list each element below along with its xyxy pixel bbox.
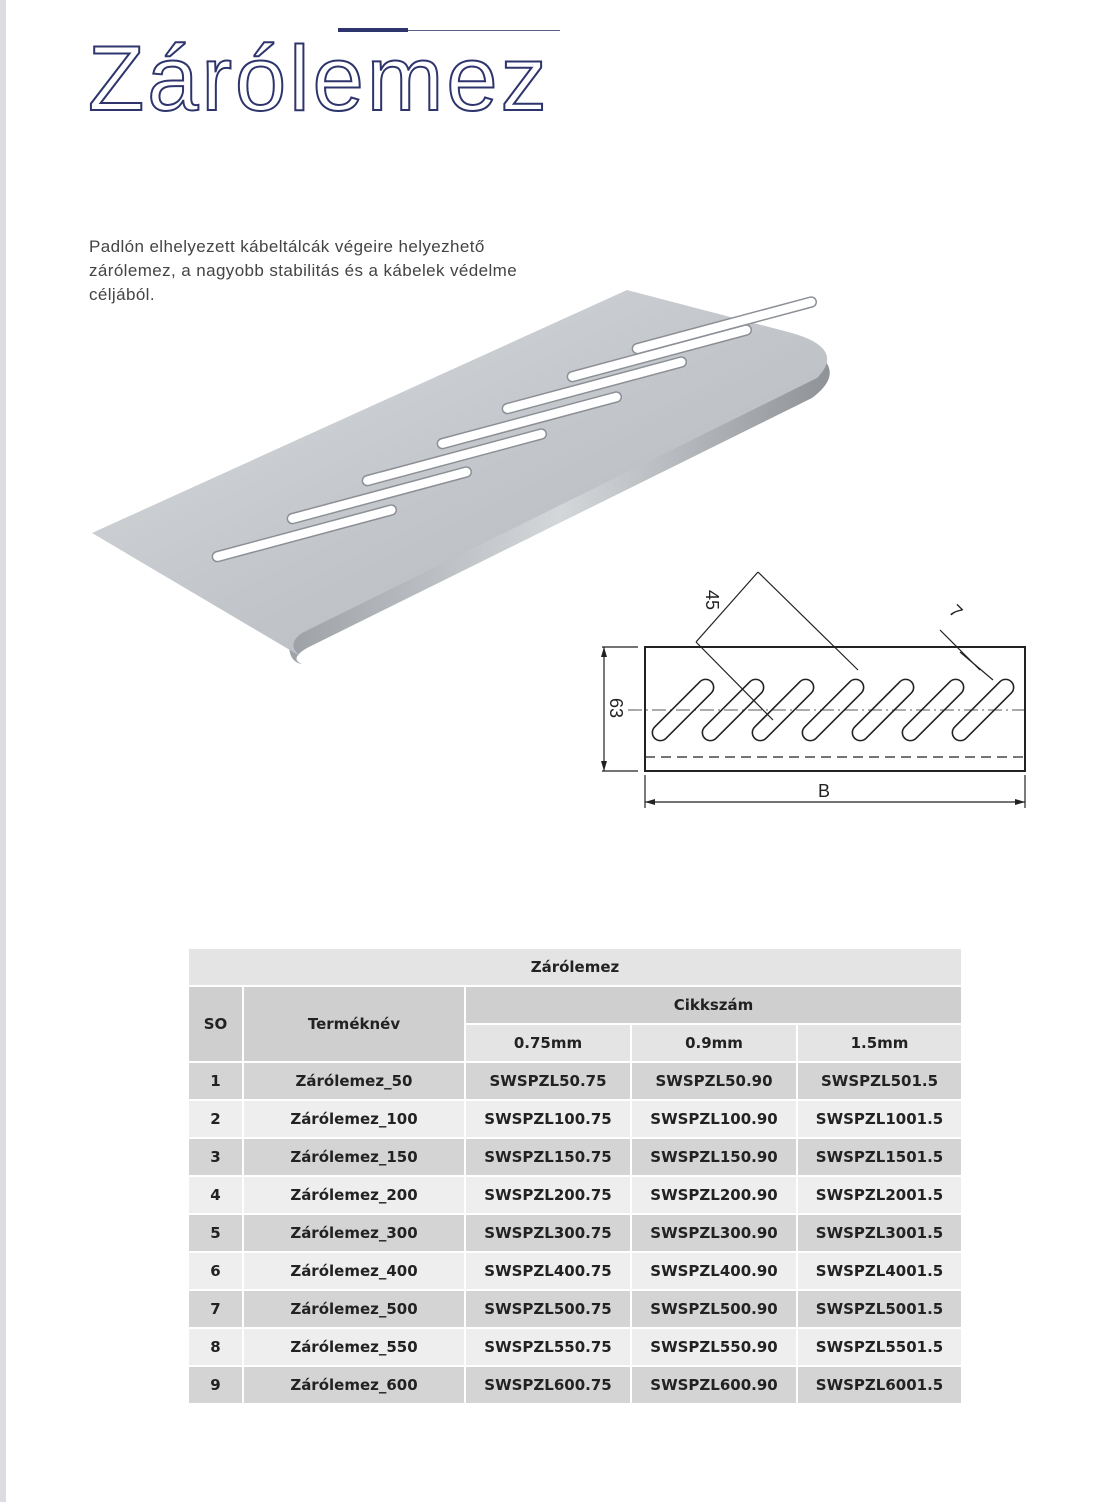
- table-cell-c1: SWSPZL300.75: [465, 1214, 631, 1252]
- table-cell-c1: SWSPZL200.75: [465, 1176, 631, 1214]
- table-cell-so: 1: [188, 1062, 243, 1100]
- table-cell-c1: SWSPZL50.75: [465, 1062, 631, 1100]
- table-cell-c2: SWSPZL150.90: [631, 1138, 797, 1176]
- table-cell-c2: SWSPZL400.90: [631, 1252, 797, 1290]
- technical-drawing: [588, 560, 1038, 830]
- table-cell-c2: SWSPZL600.90: [631, 1366, 797, 1404]
- table-cell-c3: SWSPZL5001.5: [797, 1290, 962, 1328]
- table-cell-c2: SWSPZL300.90: [631, 1214, 797, 1252]
- table-row: [188, 1366, 962, 1404]
- col-name-header: Terméknév: [243, 986, 465, 1062]
- col-so-header: SO: [188, 986, 243, 1062]
- dim-angle-label: 45: [702, 590, 722, 611]
- table-row: [188, 1062, 962, 1100]
- table-cell-so: 3: [188, 1138, 243, 1176]
- table-cell-c1: SWSPZL150.75: [465, 1138, 631, 1176]
- table-row: [188, 1290, 962, 1328]
- table-cell-c1: SWSPZL500.75: [465, 1290, 631, 1328]
- table-cell-so: 9: [188, 1366, 243, 1404]
- page-left-border: [0, 0, 6, 1502]
- table-cell-so: 8: [188, 1328, 243, 1366]
- table-cell-so: 4: [188, 1176, 243, 1214]
- table-row: [188, 1252, 962, 1290]
- table-cell-name: Zárólemez_50: [243, 1062, 465, 1100]
- table-cell-c1: SWSPZL400.75: [465, 1252, 631, 1290]
- table-cell-c2: SWSPZL100.90: [631, 1100, 797, 1138]
- table-cell-c3: SWSPZL5501.5: [797, 1328, 962, 1366]
- table-row: [188, 1100, 962, 1138]
- table-cell-c1: SWSPZL600.75: [465, 1366, 631, 1404]
- table-cell-name: Zárólemez_400: [243, 1252, 465, 1290]
- table-cell-c3: SWSPZL2001.5: [797, 1176, 962, 1214]
- table-cell-c2: SWSPZL500.90: [631, 1290, 797, 1328]
- subcol-header: 0.75mm: [465, 1024, 631, 1062]
- table-cell-so: 7: [188, 1290, 243, 1328]
- table-cell-c2: SWSPZL200.90: [631, 1176, 797, 1214]
- page-title: [86, 26, 606, 126]
- table-row: [188, 1138, 962, 1176]
- table-cell-name: Zárólemez_100: [243, 1100, 465, 1138]
- table-cell-c3: SWSPZL501.5: [797, 1062, 962, 1100]
- table-cell-name: Zárólemez_600: [243, 1366, 465, 1404]
- table-row: [188, 1328, 962, 1366]
- table-cell-name: Zárólemez_200: [243, 1176, 465, 1214]
- table-cell-name: Zárólemez_300: [243, 1214, 465, 1252]
- table-caption: Zárólemez: [188, 948, 962, 986]
- table-cell-c3: SWSPZL3001.5: [797, 1214, 962, 1252]
- col-article-header: Cikkszám: [465, 986, 962, 1024]
- dim-slot-label: 7: [945, 600, 967, 622]
- dim-height-label: 63: [606, 698, 626, 719]
- table-cell-c3: SWSPZL1001.5: [797, 1100, 962, 1138]
- table-cell-name: Zárólemez_500: [243, 1290, 465, 1328]
- table-cell-c2: SWSPZL50.90: [631, 1062, 797, 1100]
- table-row: [188, 1214, 962, 1252]
- table-cell-c1: SWSPZL550.75: [465, 1328, 631, 1366]
- subcol-header: 0.9mm: [631, 1024, 797, 1062]
- table-cell-c3: SWSPZL6001.5: [797, 1366, 962, 1404]
- product-table: [187, 947, 963, 1405]
- table-cell-so: 6: [188, 1252, 243, 1290]
- intro-text: Padlón elhelyezett kábeltálcák végeire helyezhető zárólemez, a nagyobb stabilitás és a kábelek védelme céljából.: [89, 237, 518, 304]
- table-cell-c1: SWSPZL100.75: [465, 1100, 631, 1138]
- page-title-block: [86, 26, 606, 126]
- table-cell-c3: SWSPZL1501.5: [797, 1138, 962, 1176]
- subcol-header: 1.5mm: [797, 1024, 962, 1062]
- table-cell-c3: SWSPZL4001.5: [797, 1252, 962, 1290]
- table-cell-c2: SWSPZL550.90: [631, 1328, 797, 1366]
- drawing-outline: [645, 647, 1025, 771]
- table-row: [188, 1176, 962, 1214]
- table-cell-name: Zárólemez_150: [243, 1138, 465, 1176]
- page-title-text: Zárólemez: [88, 28, 550, 126]
- table-cell-so: 5: [188, 1214, 243, 1252]
- table-cell-name: Zárólemez_550: [243, 1328, 465, 1366]
- table-cell-so: 2: [188, 1100, 243, 1138]
- dim-width-label: B: [818, 781, 831, 801]
